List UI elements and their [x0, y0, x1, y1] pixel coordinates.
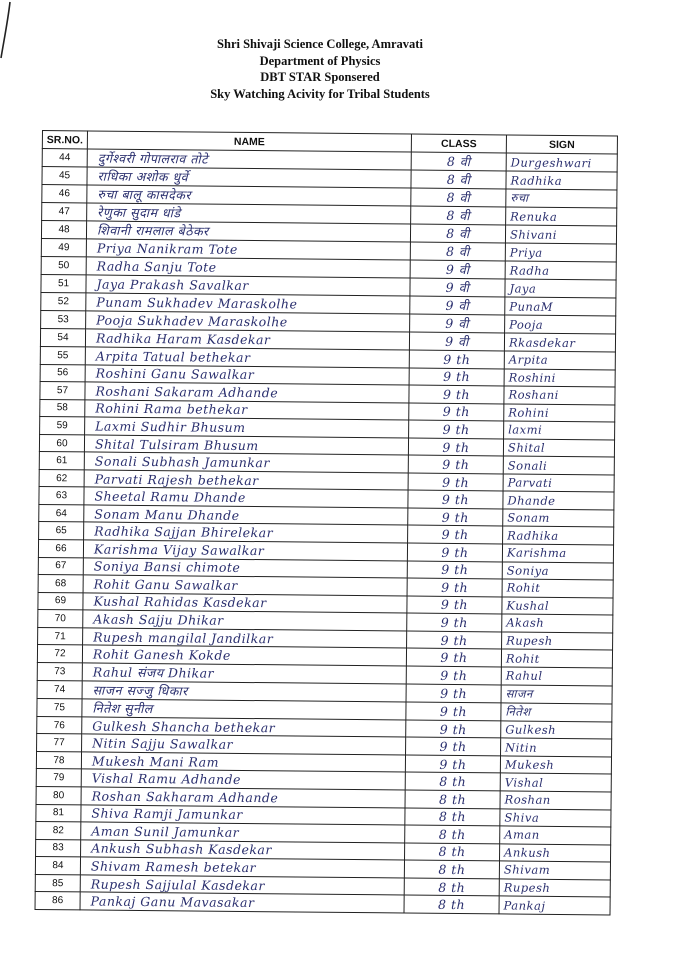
row-name: Roshan Sakharam Adhande	[81, 787, 405, 808]
row-name: Priya Nanikram Tote	[86, 239, 410, 260]
row-signature: Dhande	[503, 491, 614, 510]
row-class: 8 th	[405, 843, 500, 861]
row-class: 9 वी	[410, 260, 505, 279]
row-sr-no: 70	[38, 610, 83, 628]
row-signature: Radhika	[503, 526, 614, 545]
row-name: Radhika Sajjan Bhirelekar	[84, 522, 408, 543]
college-name: Shri Shivaji Science College, Amravati	[217, 37, 423, 51]
row-name: Sonam Manu Dhande	[84, 505, 408, 526]
row-class: 9 वी	[410, 296, 505, 315]
row-name: Jaya Prakash Savalkar	[86, 275, 410, 296]
row-class: 9 th	[406, 648, 501, 666]
row-signature: Renuka	[506, 207, 617, 226]
row-sr-no: 60	[39, 434, 84, 452]
row-name: Rohit Ganesh Kokde	[82, 645, 406, 666]
row-class: 9 th	[408, 490, 503, 508]
row-signature: Rohit	[502, 579, 613, 598]
row-name: Shivam Ramesh betekar	[80, 857, 404, 878]
row-name: रुचा बालू कासदेकर	[87, 185, 411, 206]
row-class: 8 th	[405, 808, 500, 826]
row-class: 8 th	[405, 825, 500, 843]
row-signature: Shivam	[499, 861, 610, 880]
row-name: Akash Sajju Dhikar	[83, 610, 407, 631]
row-class: 9 th	[407, 543, 502, 561]
row-class: 9 th	[408, 473, 503, 491]
row-sr-no: 72	[37, 645, 82, 663]
row-class: 8 वी	[411, 206, 506, 225]
row-class: 9 th	[407, 596, 502, 614]
row-sr-no: 58	[40, 399, 85, 417]
row-name: Roshani Sakaram Adhande	[85, 382, 409, 403]
row-signature: Karishma	[502, 544, 613, 563]
row-class: 8 वी	[410, 224, 505, 243]
row-name: Punam Sukhadev Maraskolhe	[86, 293, 410, 314]
row-class: 9 th	[406, 737, 501, 755]
row-class: 9 th	[409, 368, 504, 386]
row-sr-no: 57	[40, 382, 85, 400]
row-signature: Rahul	[501, 667, 612, 686]
row-name: नितेश सुनील	[82, 699, 406, 720]
row-signature: Arpita	[504, 351, 615, 370]
row-name: Rahul संजय Dhikar	[82, 663, 406, 684]
row-class: 9 th	[406, 720, 501, 738]
row-name: Soniya Bansi chimote	[83, 557, 407, 578]
row-class: 8 वी	[411, 170, 506, 189]
row-signature: Rupesh	[499, 879, 610, 898]
row-name: Rohini Rama bethekar	[85, 400, 409, 421]
row-sr-no: 62	[39, 469, 84, 487]
row-name: राधिका अशोक धुर्वे	[87, 167, 411, 188]
row-class: 9 th	[408, 525, 503, 543]
row-signature: PunaM	[505, 297, 616, 316]
row-signature: Parvati	[503, 474, 614, 493]
row-class: 9 वी	[410, 314, 505, 333]
row-sr-no: 79	[36, 769, 81, 787]
row-name: Karishma Vijay Sawalkar	[83, 540, 407, 561]
row-class: 8 वी	[411, 152, 506, 171]
row-sr-no: 65	[39, 522, 84, 540]
row-sr-no: 45	[42, 167, 87, 185]
row-name: Pankaj Ganu Mavasakar	[80, 892, 404, 913]
row-name: Radhika Haram Kasdekar	[85, 329, 409, 350]
row-sr-no: 69	[38, 592, 83, 610]
row-sr-no: 83	[36, 839, 81, 857]
row-signature: Shivani	[505, 225, 616, 244]
row-name: Ankush Subhash Kasdekar	[81, 840, 405, 861]
row-sr-no: 71	[38, 627, 83, 645]
row-class: 8 वी	[410, 242, 505, 261]
row-sr-no: 44	[42, 149, 87, 167]
header-class: CLASS	[411, 134, 506, 153]
attendance-table	[35, 130, 618, 915]
row-signature: Nitin	[501, 738, 612, 757]
row-signature: Pooja	[505, 315, 616, 334]
row-sr-no: 54	[40, 328, 85, 346]
row-class: 9 th	[406, 684, 501, 703]
header-name: NAME	[87, 131, 411, 152]
row-name: Arpita Tatual bethekar	[85, 347, 409, 368]
row-name: Sonali Subhash Jamunkar	[84, 452, 408, 473]
row-sr-no: 76	[37, 716, 82, 734]
row-name: Aman Sunil Jamunkar	[81, 822, 405, 843]
row-name: शिवानी रामलाल बेठेकर	[86, 221, 410, 242]
row-class: 9 th	[409, 420, 504, 438]
row-sr-no: 81	[36, 804, 81, 822]
row-signature: Roshani	[504, 386, 615, 405]
row-sr-no: 77	[37, 734, 82, 752]
row-sr-no: 55	[40, 346, 85, 364]
row-name: Kushal Rahidas Kasdekar	[83, 593, 407, 614]
row-sr-no: 61	[39, 452, 84, 470]
row-signature: Rohit	[501, 649, 612, 668]
row-sr-no: 59	[40, 417, 85, 435]
row-signature: Radha	[505, 261, 616, 280]
table-body	[35, 149, 617, 915]
row-sr-no: 46	[42, 185, 87, 203]
row-class: 9 th	[408, 508, 503, 526]
row-class: 9 th	[409, 385, 504, 403]
row-name: Roshini Ganu Sawalkar	[85, 364, 409, 385]
row-signature: Kushal	[502, 597, 613, 616]
department-name: Department of Physics	[259, 53, 381, 68]
row-class: 8 th	[405, 790, 500, 808]
row-signature: Durgeshwari	[506, 153, 617, 172]
row-signature: Sonali	[503, 456, 614, 475]
activity-title: Sky Watching Acivity for Tribal Students	[210, 86, 430, 101]
row-signature: Vishal	[500, 773, 611, 792]
row-class: 8 th	[404, 860, 499, 878]
row-class: 8 वी	[411, 188, 506, 207]
row-class: 8 th	[404, 895, 499, 913]
row-sr-no: 47	[42, 203, 87, 221]
row-class: 9 th	[409, 403, 504, 421]
row-signature: Aman	[500, 826, 611, 845]
header-sign: SIGN	[506, 135, 617, 154]
row-sr-no: 86	[35, 892, 80, 910]
row-signature: Sonam	[503, 509, 614, 528]
row-signature: Rkasdekar	[504, 333, 615, 352]
row-sr-no: 84	[35, 857, 80, 875]
row-signature: Roshan	[500, 791, 611, 810]
row-class: 9 th	[406, 666, 501, 685]
row-signature: Akash	[502, 614, 613, 633]
row-signature: Mukesh	[500, 756, 611, 775]
pen-mark	[0, 0, 20, 60]
row-sr-no: 68	[38, 575, 83, 593]
row-class: 9 वी	[410, 278, 505, 297]
row-class: 9 th	[409, 350, 504, 368]
row-sr-no: 56	[40, 364, 85, 382]
row-sr-no: 85	[35, 874, 80, 892]
row-name: Rohit Ganu Sawalkar	[83, 575, 407, 596]
row-signature: Gulkesh	[501, 721, 612, 740]
row-signature: Ankush	[500, 844, 611, 863]
row-signature: Shiva	[500, 809, 611, 828]
row-signature: Priya	[505, 243, 616, 262]
row-signature: नितेश	[501, 703, 612, 722]
row-sr-no: 67	[38, 557, 83, 575]
row-sr-no: 48	[41, 221, 86, 239]
row-class: 9 th	[405, 755, 500, 773]
row-signature: Soniya	[502, 562, 613, 581]
row-class: 9 th	[407, 578, 502, 596]
row-name: Radha Sanju Tote	[86, 257, 410, 278]
row-class: 9 th	[407, 561, 502, 579]
row-name: Vishal Ramu Adhande	[81, 769, 405, 790]
row-sr-no: 50	[41, 256, 86, 274]
document-header	[170, 36, 470, 102]
row-sr-no: 66	[38, 540, 83, 558]
row-class: 8 th	[404, 878, 499, 896]
row-name: Mukesh Mani Ram	[81, 752, 405, 773]
header-sr-no: SR.NO.	[42, 131, 87, 149]
row-sr-no: 64	[39, 504, 84, 522]
row-name: साजन सज्जु धिकार	[82, 681, 406, 702]
row-sr-no: 80	[36, 787, 81, 805]
row-sr-no: 63	[39, 487, 84, 505]
row-name: Sheetal Ramu Dhande	[84, 487, 408, 508]
row-name: Gulkesh Shancha bethekar	[82, 717, 406, 738]
row-signature: laxmi	[504, 421, 615, 440]
row-sr-no: 74	[37, 680, 82, 698]
row-class: 9 वी	[409, 332, 504, 351]
row-signature: रुचा	[506, 189, 617, 208]
row-class: 9 th	[408, 455, 503, 473]
row-class: 8 th	[405, 773, 500, 791]
row-sr-no: 82	[36, 822, 81, 840]
row-sr-no: 73	[37, 662, 82, 680]
row-sr-no: 75	[37, 698, 82, 716]
row-class: 9 th	[406, 702, 501, 721]
row-signature: Shital	[503, 439, 614, 458]
row-sr-no: 53	[41, 310, 86, 328]
row-signature: Jaya	[505, 279, 616, 298]
row-signature: Rupesh	[502, 632, 613, 651]
row-class: 9 th	[408, 438, 503, 456]
row-name: Pooja Sukhadev Maraskolhe	[86, 311, 410, 332]
row-name: Nitin Sajju Sawalkar	[82, 734, 406, 755]
row-class: 9 th	[407, 613, 502, 631]
row-sr-no: 78	[36, 751, 81, 769]
row-name: Rupesh mangilal Jandilkar	[83, 628, 407, 649]
row-name: Parvati Rajesh bethekar	[84, 470, 408, 491]
row-name: Shital Tulsiram Bhusum	[84, 435, 408, 456]
row-sr-no: 52	[41, 292, 86, 310]
row-name: Shiva Ramji Jamunkar	[81, 804, 405, 825]
row-sr-no: 49	[41, 238, 86, 256]
row-name: दुर्गेश्वरी गोपालराव तोटे	[87, 149, 411, 170]
row-signature: Radhika	[506, 171, 617, 190]
row-sr-no: 51	[41, 274, 86, 292]
row-signature: साजन	[501, 685, 612, 704]
row-signature: Rohini	[504, 404, 615, 423]
row-name: Laxmi Sudhir Bhusum	[85, 417, 409, 438]
row-class: 9 th	[407, 631, 502, 649]
sponsor-line: DBT STAR Sponsered	[260, 70, 380, 84]
row-name: Rupesh Sajjulal Kasdekar	[80, 875, 404, 896]
row-name: रेणुका सुदाम धांडे	[87, 203, 411, 224]
row-signature: Pankaj	[499, 896, 610, 915]
row-signature: Roshini	[504, 368, 615, 387]
